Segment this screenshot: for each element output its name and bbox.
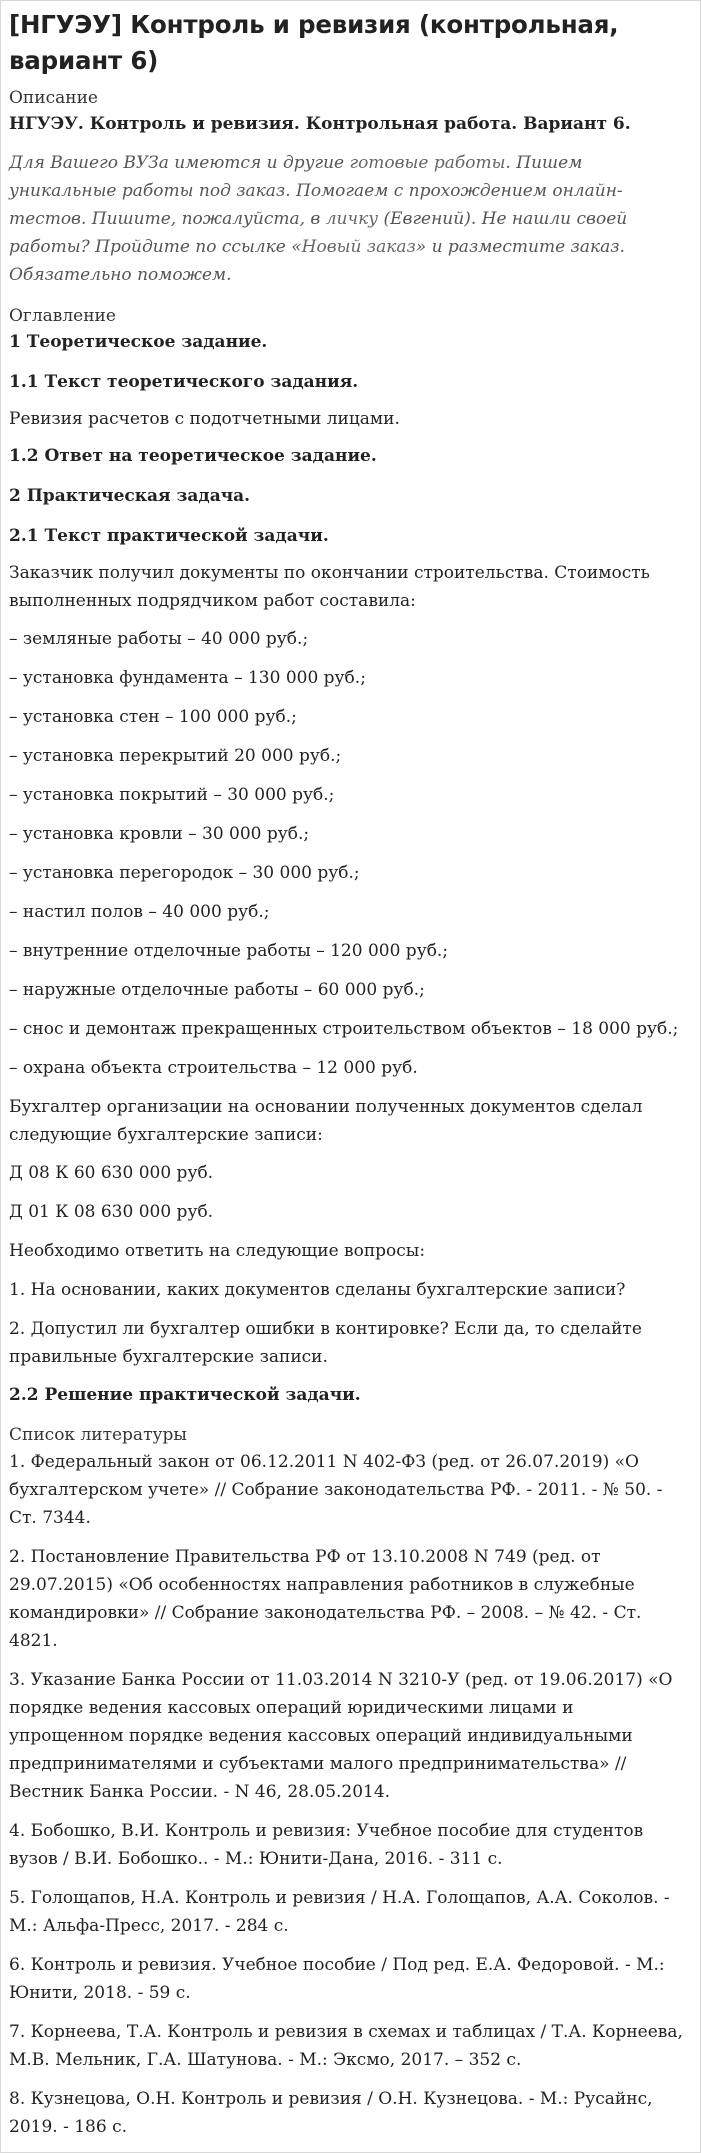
list-item: – снос и демонтаж прекращенных строительством объектов – 18 000 руб.; (9, 1019, 679, 1039)
promo-text-part: (Евгений). Не нашли своей работы? Пройдите по ссылке « (9, 209, 628, 257)
references-label: Список литературы (9, 1425, 187, 1445)
new-order-link[interactable]: Новый заказ (301, 237, 416, 257)
accounting-entry: Д 01 К 08 630 000 руб. (9, 1202, 214, 1222)
works-list (9, 625, 692, 1082)
ready-works-link[interactable]: готовые работы (349, 153, 506, 173)
list-item: – установка фундамента – 130 000 руб.; (9, 668, 366, 688)
reference-item: 5. Голощапов, Н.А. Контроль и ревизия / Н.А. Голощапов, А.А. Соколов. - М.: Альфа-Пресс, 2017. - 284 c. (9, 1888, 670, 1936)
list-item: – внутренние отделочные работы – 120 000 руб.; (9, 941, 449, 961)
section-1-2-heading: 1.2 Ответ на теоретическое задание. (9, 446, 377, 466)
reference-item: 1. Федеральный закон от 06.12.2011 N 402-ФЗ (ред. от 26.07.2019) «О бухгалтерском учете» // Собрание законодательства РФ. - 2011. - № 50. - Ст. 7344. (9, 1452, 663, 1528)
section-1-1-heading: 1.1 Текст теоретического задания. (9, 372, 359, 392)
section-2-1-heading: 2.1 Текст практической задачи. (9, 526, 329, 546)
page-title: [НГУЭУ] Контроль и ревизия (контрольная, вариант 6) (9, 10, 619, 75)
description-label: Описание (9, 88, 98, 108)
list-item: – установка перекрытий 20 000 руб.; (9, 746, 342, 766)
toc-label: Оглавление (9, 306, 116, 326)
description-heading: НГУЭУ. Контроль и ревизия. Контрольная работа. Вариант 6. (9, 114, 631, 134)
list-item: – установка кровли – 30 000 руб.; (9, 824, 310, 844)
reference-item: 8. Кузнецова, О.Н. Контроль и ревизия / О.Н. Кузнецова. - М.: Русайнс, 2019. - 186 c. (9, 2089, 653, 2137)
promo-text-part: Для Вашего ВУЗа имеются и другие (9, 153, 350, 173)
section-1-heading: 1 Теоретическое задание. (9, 332, 268, 352)
section-2-2-heading: 2.2 Решение практической задачи. (9, 1385, 361, 1405)
section-2-heading: 2 Практическая задача. (9, 486, 251, 506)
questions-intro: Необходимо ответить на следующие вопросы: (9, 1241, 426, 1261)
list-item: – установка стен – 100 000 руб.; (9, 707, 297, 727)
question-1: 1. На основании, каких документов сделаны бухгалтерские записи? (9, 1280, 626, 1300)
promo-text-part: » и разместите заказ. Обязательно поможем. (9, 237, 625, 285)
list-item: – установка покрытий – 30 000 руб.; (9, 785, 335, 805)
list-item: – наружные отделочные работы – 60 000 руб.; (9, 980, 425, 1000)
promo-text (9, 149, 692, 289)
question-2: 2. Допустил ли бухгалтер ошибки в контировке? Если да, то сделайте правильные бухгалтерские записи. (9, 1319, 642, 1367)
theory-task-text: Ревизия расчетов с подотчетными лицами. (9, 409, 400, 429)
reference-item: 2. Постановление Правительства РФ от 13.10.2008 N 749 (ред. от 29.07.2015) «Об особенностях направления работников в служебные командировки» // Собрание законодательства РФ. – 2008. – № 42. - Ст. 4821. (9, 1547, 642, 1651)
practice-task-intro: Заказчик получил документы по окончании строительства. Стоимость выполненных подрядчиком работ составила: (9, 563, 650, 611)
reference-item: 7. Корнеева, Т.А. Контроль и ревизия в схемах и таблицах / Т.А. Корнеева, М.В. Мельник, Г.А. Шатунова. - М.: Эксмо, 2017. – 352 c. (9, 2022, 683, 2070)
list-item: – настил полов – 40 000 руб.; (9, 902, 270, 922)
private-message-link[interactable]: личку (325, 209, 379, 229)
list-item: – установка перегородок – 30 000 руб.; (9, 863, 360, 883)
reference-item: 4. Бобошко, В.И. Контроль и ревизия: Учебное пособие для студентов вузов / В.И. Бобошко.. - М.: Юнити-Дана, 2016. - 311 c. (9, 1821, 644, 1869)
list-item: – земляные работы – 40 000 руб.; (9, 629, 309, 649)
accountant-text: Бухгалтер организации на основании полученных документов сделал следующие бухгалтерские записи: (9, 1097, 643, 1145)
list-item: – охрана объекта строительства – 12 000 руб. (9, 1058, 418, 1078)
promo-text-part: . Пишем уникальные работы под заказ. Помогаем с прохождением онлайн-тестов. Пишите, пожалуйста, в (9, 153, 623, 229)
references-list (9, 1448, 692, 2141)
accounting-entry: Д 08 К 60 630 000 руб. (9, 1163, 214, 1183)
reference-item: 6. Контроль и ревизия. Учебное пособие / Под ред. Е.А. Федоровой. - М.: Юнити, 2018. - 59 c. (9, 1955, 665, 2003)
reference-item: 3. Указание Банка России от 11.03.2014 N 3210-У (ред. от 19.06.2017) «О порядке ведения кассовых операций юридическими лицами и упрощенном порядке ведения кассовых операций индивидуальными предпринимателями и субъектами малого предпринимательства» // Вестник Банка России. - N 46, 28.05.2014. (9, 1670, 673, 1802)
